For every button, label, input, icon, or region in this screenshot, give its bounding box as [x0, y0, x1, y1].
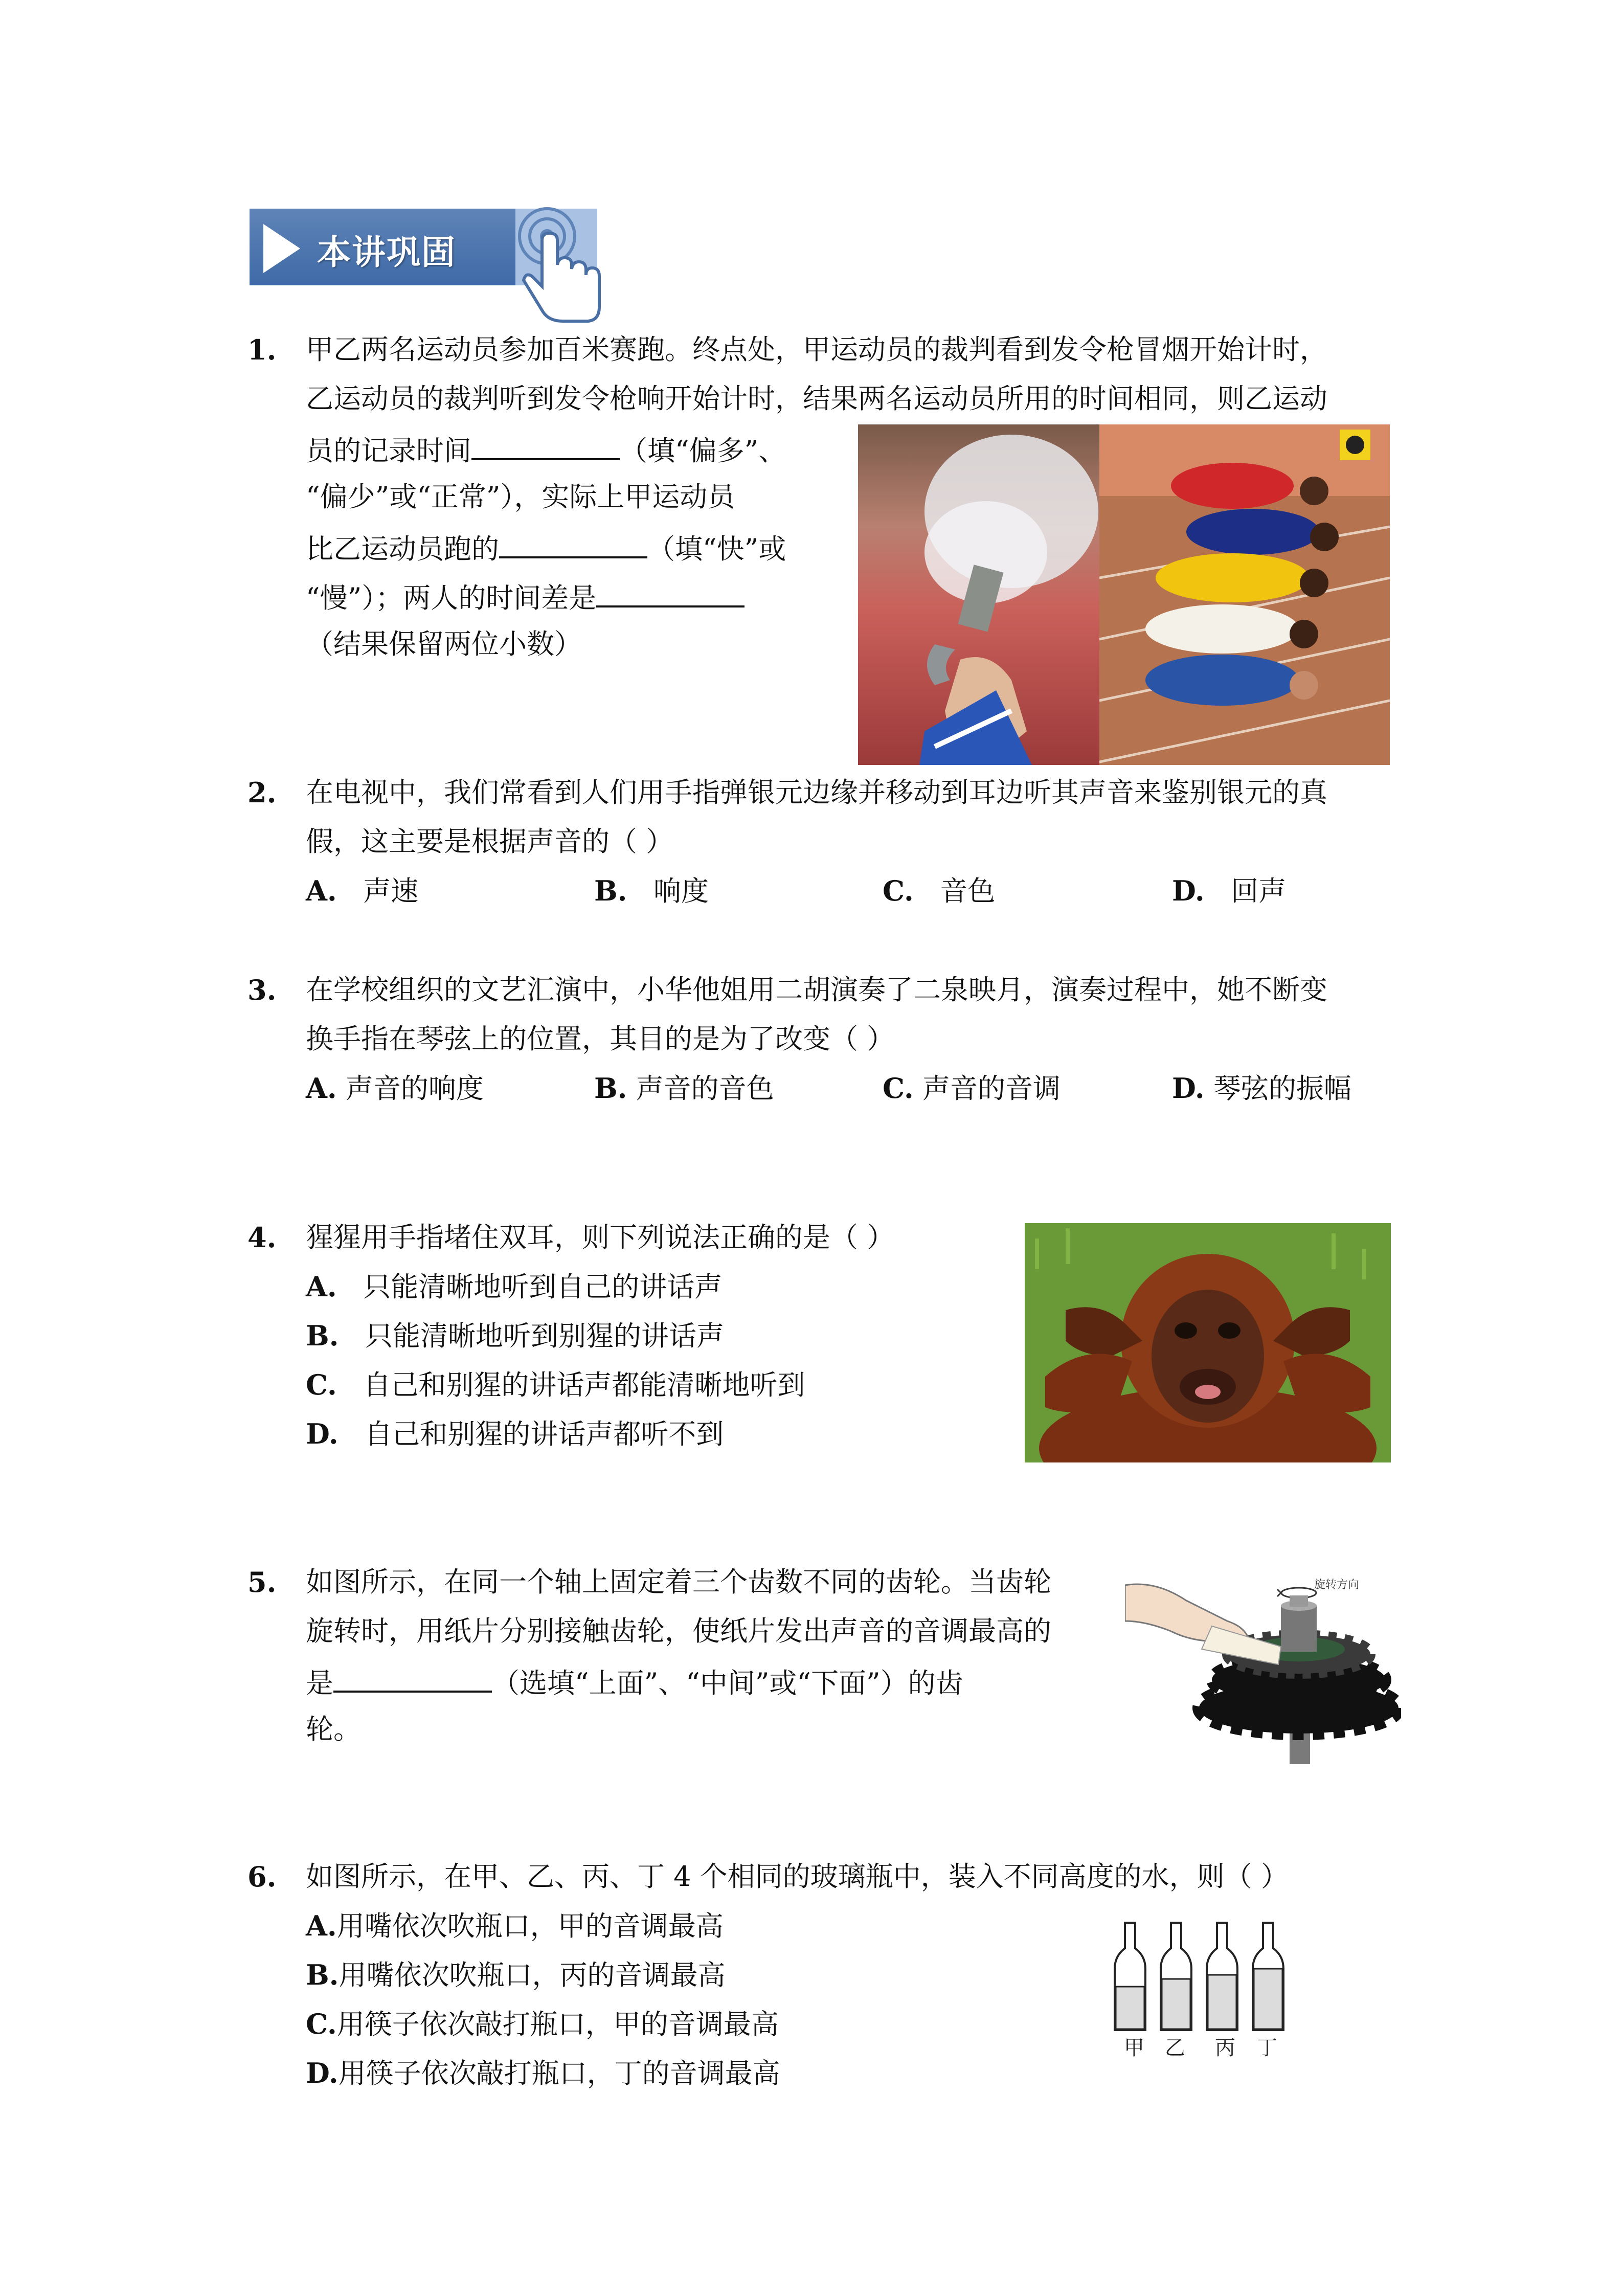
- sprinters-photo: [1099, 424, 1390, 765]
- rotation-direction-label: 旋转方向: [1314, 1579, 1360, 1591]
- question-text: 旋转时，用纸片分别接触齿轮，使纸片发出声音的音调最高的: [306, 1615, 1051, 1647]
- option-c[interactable]: [306, 1369, 805, 1401]
- option-a[interactable]: [306, 1073, 484, 1104]
- question-text: 轮。: [306, 1713, 361, 1745]
- option-a[interactable]: [306, 1271, 722, 1302]
- question-text-segment: “慢”）；两人的时间差是: [306, 582, 597, 614]
- option-text: 用嘴依次吹瓶口，丙的音调最高: [339, 1959, 726, 1991]
- option-letter: D.: [1172, 1072, 1205, 1105]
- question-text: [306, 580, 745, 614]
- answer-blank[interactable]: [333, 1665, 492, 1693]
- option-c[interactable]: [306, 2009, 779, 2040]
- question-text-segment: 是: [306, 1667, 333, 1699]
- gears-figure: [1125, 1570, 1401, 1764]
- orangutan-photo: [1025, 1223, 1391, 1462]
- question-text: [306, 433, 786, 466]
- question-number: 5.: [247, 1566, 277, 1599]
- option-b[interactable]: [306, 1960, 725, 1991]
- question-text: 乙运动员的裁判听到发令枪响开始计时，结果两名运动员所用的时间相同，则乙运动: [306, 382, 1327, 415]
- option-letter: A.: [306, 1270, 337, 1303]
- option-b[interactable]: [594, 875, 709, 907]
- option-text: 用筷子依次敲打瓶口，丁的音调最高: [338, 2057, 780, 2089]
- section-title: 本讲巩固: [317, 233, 456, 272]
- option-text: 自己和别猩的讲话声都能清晰地听到: [363, 1369, 805, 1401]
- option-text: 声音的音调: [922, 1072, 1061, 1105]
- option-d[interactable]: [1172, 1073, 1351, 1104]
- question-number: 6.: [247, 1860, 277, 1893]
- tap-hand-icon: [511, 205, 608, 327]
- option-text: 只能清晰地听到别猩的讲话声: [365, 1320, 724, 1352]
- question-text-segment: 比乙运动员跑的: [306, 533, 499, 565]
- option-a[interactable]: [306, 875, 418, 907]
- question-text: “偏少”或“正常”），实际上甲运动员: [306, 481, 735, 513]
- option-letter: C.: [306, 2008, 337, 2040]
- option-letter: C.: [306, 1368, 337, 1401]
- option-text: 用筷子依次敲打瓶口，甲的音调最高: [336, 2008, 779, 2040]
- option-letter: C.: [883, 874, 914, 907]
- option-text: 琴弦的振幅: [1213, 1072, 1351, 1105]
- question-text: 在电视中，我们常看到人们用手指弹银元边缘并移动到耳边听其声音来鉴别银元的真: [306, 776, 1327, 808]
- question-text: 假，这主要是根据声音的（ ）: [306, 825, 674, 858]
- option-letter: D.: [306, 1417, 339, 1450]
- question-text: [306, 531, 786, 565]
- option-letter: B.: [594, 1072, 627, 1105]
- option-text: 自己和别猩的讲话声都听不到: [365, 1418, 724, 1450]
- starting-pistol-photo: [858, 424, 1099, 765]
- question-text: 如图所示，在同一个轴上固定着三个齿数不同的齿轮。当齿轮: [306, 1566, 1051, 1598]
- option-letter: A.: [306, 1072, 337, 1105]
- option-letter: D.: [306, 2057, 339, 2089]
- question-number: 1.: [247, 333, 277, 366]
- option-letter: B.: [306, 1959, 339, 1991]
- question-text-segment: 员的记录时间: [306, 435, 471, 467]
- option-a[interactable]: [306, 1910, 724, 1942]
- bottles-figure: [1110, 1918, 1294, 2071]
- option-b[interactable]: [594, 1073, 774, 1104]
- option-text: 只能清晰地听到自己的讲话声: [363, 1271, 723, 1303]
- option-d[interactable]: [1172, 875, 1286, 907]
- question-text: 换手指在琴弦上的位置，其目的是为了改变（ ）: [306, 1023, 895, 1055]
- option-text: 响度: [653, 875, 709, 907]
- answer-blank[interactable]: [499, 531, 647, 558]
- question-text-segment: （填“快”或: [647, 533, 786, 565]
- question-text: 在学校组织的文艺汇演中，小华他姐用二胡演奏了二泉映月，演奏过程中，她不断变: [306, 974, 1327, 1006]
- option-c[interactable]: [883, 875, 995, 907]
- answer-blank[interactable]: [471, 433, 620, 460]
- play-triangle-icon: [263, 224, 300, 273]
- option-text: 声音的音色: [636, 1072, 774, 1105]
- question-text: 猩猩用手指堵住双耳，则下列说法正确的是（ ）: [306, 1221, 895, 1253]
- question-text: 甲乙两名运动员参加百米赛跑。终点处，甲运动员的裁判看到发令枪冒烟开始计时，: [306, 333, 1327, 366]
- question-text-segment: （填“偏多”、: [620, 435, 786, 467]
- option-text: 回声: [1231, 875, 1287, 907]
- question-text-segment: （选填“上面”、“中间”或“下面”）的齿: [492, 1667, 963, 1699]
- option-letter: D.: [1172, 874, 1205, 907]
- option-text: 音色: [940, 875, 996, 907]
- question-text: 如图所示，在甲、乙、丙、丁 4 个相同的玻璃瓶中，装入不同高度的水，则（ ）: [306, 1860, 1289, 1893]
- option-b[interactable]: [306, 1320, 724, 1352]
- bottle-label-bing: 丙: [1215, 2036, 1235, 2060]
- option-text: 声速: [363, 875, 419, 907]
- option-letter: B.: [306, 1319, 339, 1352]
- bottle-label-yi: 乙: [1165, 2036, 1185, 2060]
- option-letter: A.: [306, 1909, 337, 1942]
- question-text: [306, 1665, 963, 1699]
- question-number: 3.: [247, 974, 277, 1006]
- question-number: 2.: [247, 776, 277, 809]
- option-text: 用嘴依次吹瓶口，甲的音调最高: [336, 1910, 724, 1942]
- option-c[interactable]: [883, 1073, 1061, 1104]
- bottle-label-jia: 甲: [1124, 2036, 1144, 2060]
- answer-blank[interactable]: [596, 580, 745, 607]
- question-number: 4.: [247, 1221, 277, 1254]
- option-d[interactable]: [306, 1419, 724, 1450]
- question-text: （结果保留两位小数）: [306, 628, 582, 660]
- option-letter: B.: [594, 874, 627, 907]
- option-text: 声音的响度: [345, 1072, 484, 1105]
- bottle-label-ding: 丁: [1257, 2036, 1277, 2060]
- option-letter: C.: [883, 1072, 914, 1105]
- option-d[interactable]: [306, 2058, 780, 2089]
- option-letter: A.: [306, 874, 337, 907]
